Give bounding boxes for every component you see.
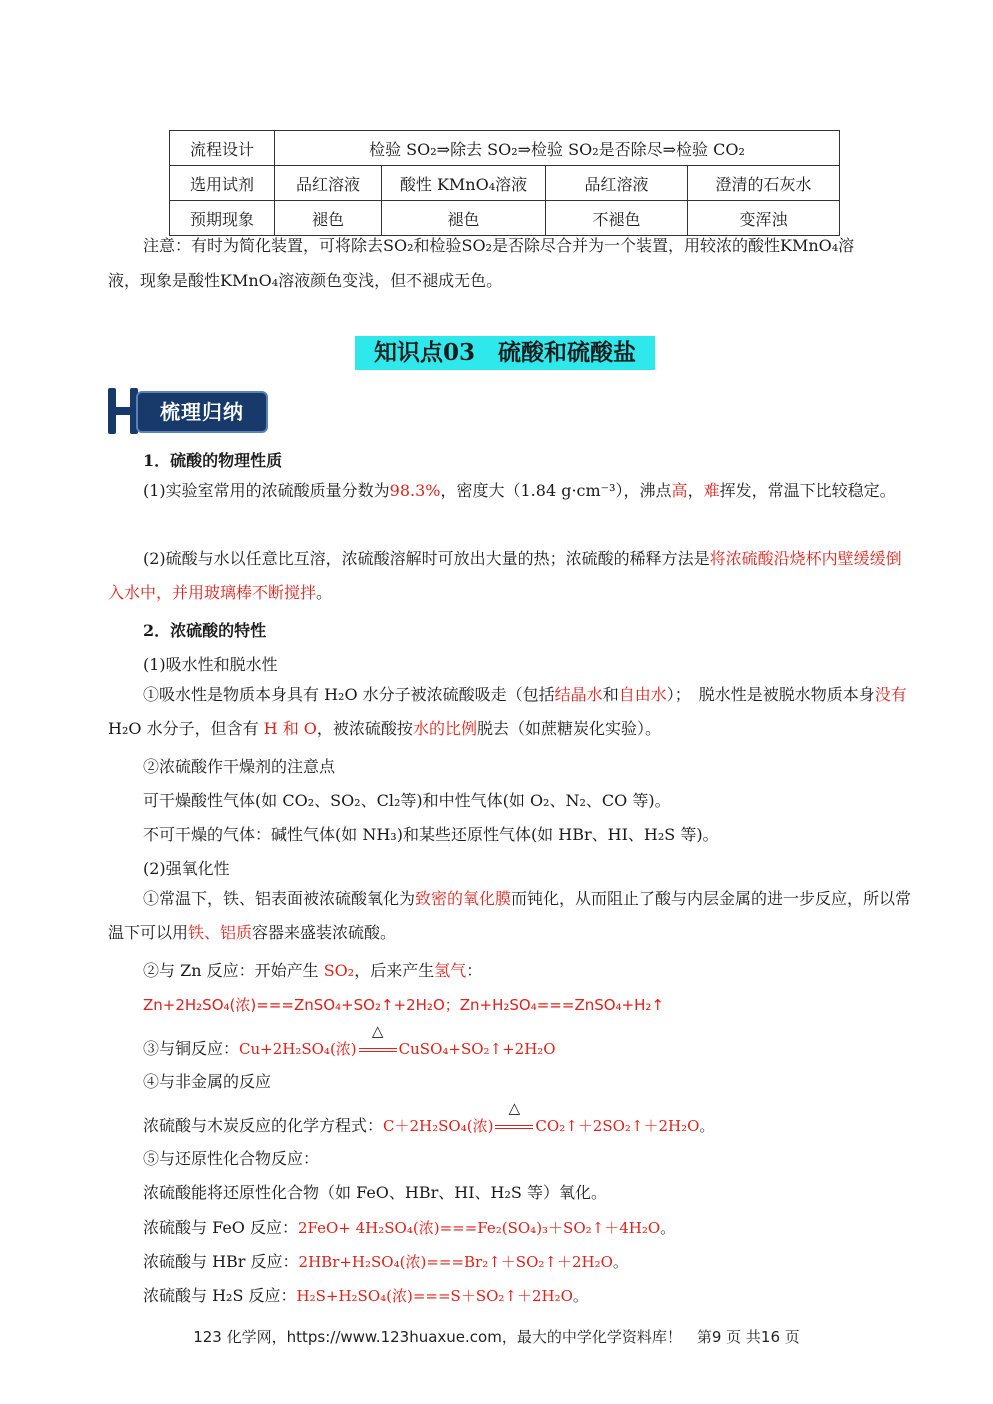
highlight: 致密的氧化膜 — [415, 889, 512, 908]
text: ①常温下，铁、铝表面被浓硫酸氧化为 — [143, 889, 416, 908]
table-cell: 品红溶液 — [546, 166, 688, 201]
heat-icon: △ — [508, 1099, 521, 1117]
table-cell: 变浑浊 — [688, 201, 840, 236]
text: 浓硫酸与 HBr 反应： — [143, 1252, 299, 1271]
table-cell: 褪色 — [382, 201, 546, 236]
s2-paragraph-1 — [108, 678, 908, 746]
text: 浓硫酸与木炭反应的化学方程式： — [143, 1116, 384, 1135]
equals-sign — [495, 1125, 533, 1129]
note-line-2: 液，现象是酸性KMnO₄溶液颜色变浅，但不褪成无色。 — [108, 271, 503, 290]
s1-paragraph-2 — [108, 542, 908, 610]
table-row — [170, 166, 840, 201]
text: ，密度大（1.84 g·cm⁻³），沸点 — [440, 481, 672, 500]
reducing-desc: 浓硫酸能将还原性化合物（如 FeO、HBr、HI、H₂S 等）氧化。 — [143, 1183, 607, 1202]
text: 。 — [572, 1287, 588, 1305]
highlight: 难 — [703, 481, 720, 500]
highlight: 氢气 — [434, 961, 467, 980]
text: 。 — [699, 1117, 715, 1135]
carbon-reaction-line — [143, 1099, 715, 1136]
text: 而钝化，从而阻止了酸与内层金属的进一步反应，所以常温下可以用 — [108, 889, 912, 942]
oxidation-paragraph — [108, 882, 923, 950]
s2-sub-heading-2: (2)强氧化性 — [143, 859, 230, 878]
equation: 2FeO+ 4H₂SO₄(浓)===Fe₂(SO₄)₃＋SO₂↑＋4H₂O — [298, 1219, 661, 1237]
text: ②与 Zn 反应：开始产生 — [143, 961, 324, 980]
text: ， — [687, 481, 704, 500]
table-header-cell: 预期现象 — [170, 201, 275, 236]
section-1-heading: 1．硫酸的物理性质 — [143, 451, 283, 470]
highlight: 没有 — [874, 685, 907, 704]
drying-title: ②浓硫酸作干燥剂的注意点 — [143, 757, 336, 776]
highlight: 高 — [671, 481, 688, 500]
highlight: SO₂ — [323, 961, 355, 980]
equation-right: CuSO₄+SO₂↑+2H₂O — [398, 1040, 556, 1058]
text: 脱去（如蔗糖炭化实验）。 — [476, 719, 661, 738]
highlight: 98.3% — [389, 481, 441, 500]
equation: H₂S+H₂SO₄(浓)===S＋SO₂↑＋2H₂O — [296, 1287, 573, 1305]
highlight: 铁、铝质 — [188, 923, 253, 942]
section-2-heading: 2．浓硫酸的特性 — [143, 621, 267, 640]
table-row — [170, 131, 840, 166]
heat-condition — [357, 1022, 399, 1058]
knowledge-point-title: 知识点03 硫酸和硫酸盐 — [355, 336, 655, 370]
s1-paragraph-1 — [108, 474, 908, 508]
equals-sign — [359, 1048, 397, 1052]
badge-label: 梳理归纳 — [136, 391, 268, 433]
reducing-title: ⑤与还原性化合物反应： — [143, 1149, 320, 1168]
cu-reaction-line — [143, 1022, 556, 1059]
drying-can: 可干燥酸性气体(如 CO₂、SO₂、Cl₂等)和中性气体(如 O₂、N₂、CO 等)。 — [143, 791, 671, 810]
table-cell: 褪色 — [275, 201, 382, 236]
equation: 2HBr+H₂SO₄(浓)===Br₂↑＋SO₂↑＋2H₂O — [298, 1253, 613, 1271]
text: 挥发，常温下比较稳定。 — [719, 481, 896, 500]
heat-icon: △ — [371, 1022, 384, 1040]
text: 和 — [602, 685, 619, 704]
text: 。 — [316, 583, 333, 602]
highlight: 结晶水 — [554, 685, 603, 704]
text: ③与铜反应： — [143, 1039, 240, 1058]
table-cell: 澄清的石灰水 — [688, 166, 840, 201]
feo-reaction-line — [143, 1215, 675, 1238]
flow-cell: 检验 SO₂⇒除去 SO₂⇒检验 SO₂是否除尽⇒检验 CO₂ — [275, 131, 840, 166]
text: ，被浓硫酸按 — [316, 719, 413, 738]
equation-left: Cu+2H₂SO₄(浓) — [239, 1040, 357, 1058]
nonmetal-title: ④与非金属的反应 — [143, 1072, 272, 1091]
zn-reaction-line — [143, 958, 482, 981]
heat-condition — [493, 1099, 535, 1135]
text: 容器来盛装浓硫酸。 — [252, 923, 397, 942]
highlight: 水的比例 — [412, 719, 477, 738]
table-header-cell: 选用试剂 — [170, 166, 275, 201]
text: ： — [466, 961, 483, 980]
h2s-reaction-line — [143, 1283, 588, 1306]
text: 。 — [612, 1253, 628, 1271]
highlight: H 和 O — [263, 719, 317, 738]
text: ，后来产生 — [354, 961, 435, 980]
text: ①吸水性是物质本身具有 H₂O 水分子被浓硫酸吸走（包括 — [143, 685, 555, 704]
section-badge — [108, 388, 266, 434]
s2-sub-heading-1: (1)吸水性和脱水性 — [143, 655, 278, 674]
text: 浓硫酸与 FeO 反应： — [143, 1218, 298, 1237]
drying-cannot: 不可干燥的气体：碱性气体(如 NH₃)和某些还原性气体(如 HBr、HI、H₂S 等)。 — [143, 825, 719, 844]
text: H₂O 水分子，但含有 — [108, 719, 264, 738]
equation-right: CO₂↑＋2SO₂↑＋2H₂O — [535, 1117, 700, 1135]
hbr-reaction-line — [143, 1249, 628, 1272]
table-cell: 不褪色 — [546, 201, 688, 236]
text: 。 — [660, 1219, 676, 1237]
table-cell: 酸性 KMnO₄溶液 — [382, 166, 546, 201]
table-header-cell: 流程设计 — [170, 131, 275, 166]
text: (2)硫酸与水以任意比互溶，浓硫酸溶解时可放出大量的热；浓硫酸的稀释方法是 — [143, 549, 710, 568]
zn-equation: Zn+2H₂SO₄(浓)===ZnSO₄+SO₂↑+2H₂O；Zn+H₂SO₄===ZnSO₄+H₂↑ — [143, 996, 664, 1014]
table-cell: 品红溶液 — [275, 166, 382, 201]
highlight: 自由水 — [618, 685, 667, 704]
highlight: 将浓硫酸沿烧杯内壁缓缓倒入水中，并用玻璃棒不断搅拌 — [108, 549, 902, 602]
equation-left: C＋2H₂SO₄(浓) — [383, 1117, 494, 1135]
text: (1)实验室常用的浓硫酸质量分数为 — [143, 481, 390, 500]
page-footer: 123 化学网，https://www.123huaxue.com，最大的中学化学资料库！ 第9 页 共16 页 — [193, 1328, 800, 1346]
flow-design-table — [169, 130, 840, 236]
text: 浓硫酸与 H₂S 反应： — [143, 1286, 297, 1305]
text: ）； 脱水性是被脱水物质本身 — [666, 685, 875, 704]
note-line-1: 注意：有时为简化装置，可将除去SO₂和检验SO₂是否除尽合并为一个装置，用较浓的酸性KMnO₄溶 — [143, 236, 855, 255]
table-row — [170, 201, 840, 236]
